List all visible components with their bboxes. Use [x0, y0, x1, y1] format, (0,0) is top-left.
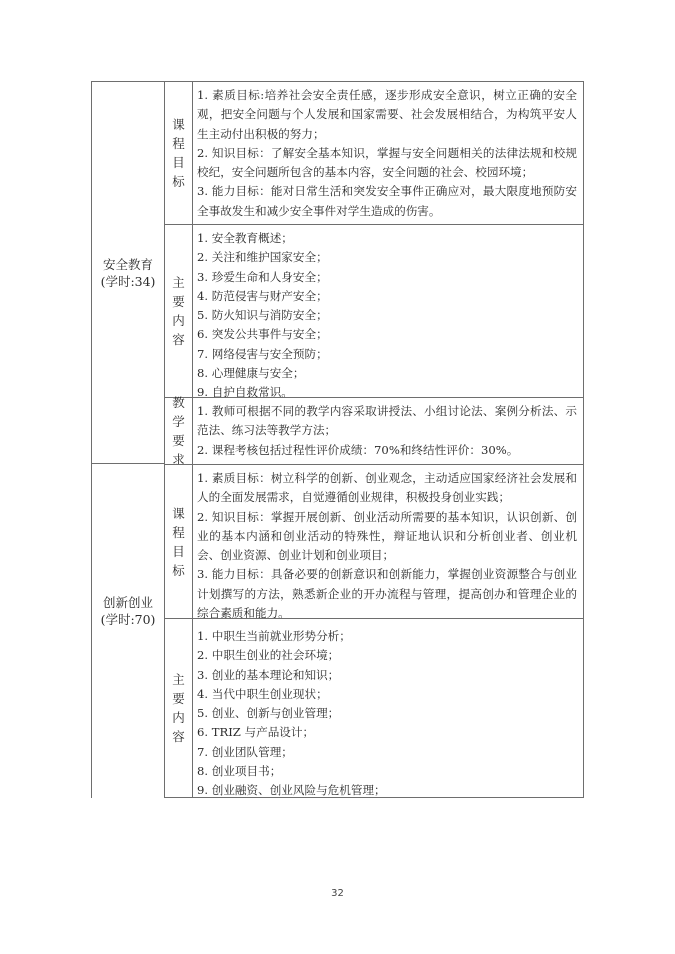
row-label: 主要内容	[172, 672, 185, 744]
course-name: 安全教育	[102, 256, 153, 272]
list-item: 2. 中职生创业的社会环境；	[197, 648, 340, 663]
row-content	[193, 465, 584, 621]
list-item: 7. 网络侵害与安全预防；	[197, 346, 328, 361]
row-main-content	[164, 224, 584, 400]
course-table	[91, 81, 584, 798]
list-item: 1. 素质目标:培养社会安全责任感，逐步形成安全意识，树立正确的安全观，把安全问题与个人发展和国家需要、社会发展相结合，为构筑平安人生主动付出积极的努力；	[197, 88, 577, 141]
row-content	[193, 619, 584, 797]
list-item: 2. 知识目标：掌握开展创新、创业活动所需要的基本知识，认识创新、创业的基本内涵和创业活动的特殊性，辩证地认识和分析创业者、创业机会、创业资源、创业计划和创业项目；	[197, 509, 577, 563]
course-hours: (学时:70)	[100, 612, 156, 627]
list-item: 1. 教师可根据不同的教学内容采取讲授法、小组讨论法、案例分析法、示范法、练习法等教学方法；	[197, 404, 577, 438]
row-content	[193, 225, 584, 400]
list-item: 1. 素质目标：树立科学的创新、创业观念，主动适应国家经济社会发展和人的全面发展需求，自觉遵循创业规律，积极投身创业实践；	[197, 471, 577, 505]
list-item: 2. 知识目标：了解安全基本知识，掌握与安全问题相关的法律法规和校规校纪，安全问题所包含的基本内容，安全问题的社会、校园环境；	[197, 145, 577, 180]
row-course-objectives	[164, 81, 584, 224]
row-label: 课程目标	[172, 505, 185, 578]
row-label-cell	[164, 82, 193, 224]
row-label-cell	[164, 225, 193, 397]
course-name-cell	[91, 464, 164, 798]
list-item: 7. 创业团队管理；	[197, 744, 293, 759]
list-item: 6. TRIZ 与产品设计；	[197, 725, 315, 740]
list-item: 1. 中职生当前就业形势分析；	[197, 629, 351, 643]
list-item: 9. 创业融资、创业风险与危机管理；	[197, 783, 386, 798]
row-label: 教学要求	[172, 395, 185, 467]
list-item: 5. 防火知识与消防安全；	[197, 308, 328, 323]
list-item: 9. 自护自救常识。	[197, 385, 293, 400]
list-item: 3. 能力目标：能对日常生活和突发安全事件正确应对，最大限度地预防安全事故发生和减少安全事件对学生造成的伤害。	[197, 184, 577, 218]
row-label-cell	[164, 619, 193, 797]
row-label-cell	[164, 395, 193, 467]
list-item: 4. 当代中职生创业现状；	[197, 686, 328, 701]
list-item: 8. 创业项目书；	[197, 764, 282, 779]
row-label-cell	[164, 465, 193, 618]
list-item: 8. 心理健康与安全；	[197, 366, 305, 381]
list-item: 2. 关注和维护国家安全；	[197, 250, 328, 265]
row-course-objectives	[164, 464, 584, 621]
page-number: 32	[331, 888, 344, 899]
row-content	[193, 398, 584, 464]
course-name-cell	[91, 81, 164, 464]
row-main-content	[164, 618, 584, 798]
list-item: 3. 能力目标：具备必要的创新意识和创新能力，掌握创业资源整合与创业计划撰写的方法，熟悉新企业的开办流程与管理，提高创办和管理企业的综合素质和能力。	[197, 567, 577, 621]
list-item: 5. 创业、创新与创业管理；	[197, 706, 340, 721]
course-hours: (学时:34)	[100, 273, 156, 289]
list-item: 1. 安全教育概述；	[197, 231, 293, 245]
row-label: 主要内容	[172, 275, 185, 347]
list-item: 2. 课程考核包括过程性评价成绩：70%和终结性评价：30%。	[197, 442, 519, 457]
row-label: 课程目标	[172, 117, 185, 189]
row-teaching-requirements	[164, 395, 584, 467]
course-section-safety-education	[91, 81, 584, 467]
list-item: 4. 防范侵害与财产安全；	[197, 288, 328, 303]
list-item: 3. 创业的基本理论和知识；	[197, 667, 340, 682]
course-name: 创新创业	[102, 595, 153, 610]
row-content	[193, 82, 584, 224]
course-section-innovation-entrepreneurship	[91, 464, 584, 798]
list-item: 6. 突发公共事件与安全；	[197, 327, 328, 342]
list-item: 3. 珍爱生命和人身安全；	[197, 269, 328, 284]
